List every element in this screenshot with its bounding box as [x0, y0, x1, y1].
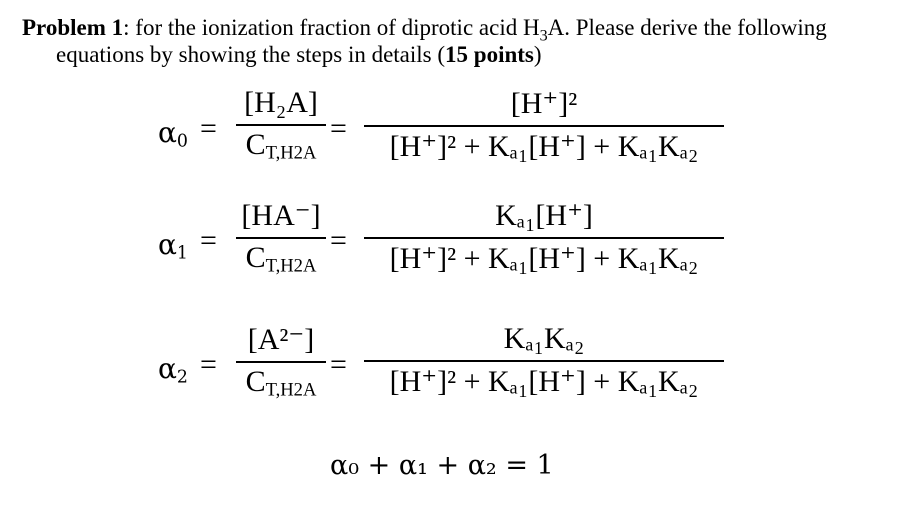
fraction-numerator: [H₂A] — [244, 86, 318, 119]
fraction-numerator: [A²⁻] — [247, 323, 315, 356]
problem-points: 15 points — [445, 42, 534, 67]
problem-intro-rest: A. Please derive the following — [547, 15, 827, 40]
equation-alpha-1 — [158, 198, 758, 294]
fraction-concentration — [236, 86, 326, 165]
problem-intro: : for the ionization fraction of diprotic acid H — [123, 15, 540, 40]
problem-label: Problem 1 — [22, 15, 124, 40]
equals-sign: = — [200, 224, 217, 257]
fraction-concentration — [236, 198, 326, 278]
equals-sign: = — [200, 348, 217, 381]
fraction-bar — [236, 237, 326, 239]
fraction-denominator: [H⁺]² + Kₐ₁[H⁺] + Kₐ₁Kₐ₂ — [389, 130, 699, 163]
problem-line2-suffix: ) — [533, 42, 542, 67]
problem-line-2 — [22, 41, 892, 68]
equation-alpha-0 — [158, 86, 758, 182]
fraction-bar — [364, 237, 724, 239]
fraction-bar — [364, 360, 724, 362]
equation-lhs: α1 — [158, 228, 188, 264]
equals-sign: = — [200, 112, 217, 145]
fraction-denominator: [H⁺]² + Kₐ₁[H⁺] + Kₐ₁Kₐ₂ — [389, 365, 699, 398]
equals-sign: = — [330, 348, 347, 381]
species-subscript: 3 — [539, 27, 548, 45]
problem-statement — [22, 14, 892, 68]
fraction-numerator: [HA⁻] — [241, 199, 321, 232]
problem-line-1 — [22, 14, 892, 45]
fraction-numerator: Kₐ₁[H⁺] — [495, 199, 593, 232]
equals-sign: = — [330, 224, 347, 257]
fraction-denominator: CT,H2A — [245, 128, 317, 164]
equation-lhs: α2 — [158, 352, 188, 388]
fraction-numerator: Kₐ₁Kₐ₂ — [503, 322, 585, 355]
fraction-denominator: [H⁺]² + Kₐ₁[H⁺] + Kₐ₁Kₐ₂ — [389, 242, 699, 275]
fraction-bar — [236, 124, 326, 126]
equals-sign: = — [330, 112, 347, 145]
sum-equation: α₀ + α₁ + α₂ = 1 — [330, 450, 554, 481]
fraction-equilibrium — [364, 198, 724, 276]
equation-alpha-2 — [158, 322, 758, 418]
problem-line2-prefix: equations by showing the steps in details ( — [56, 42, 446, 67]
fraction-equilibrium — [364, 322, 724, 399]
fraction-equilibrium — [364, 86, 724, 164]
fraction-denominator: CT,H2A — [245, 365, 317, 401]
fraction-denominator: CT,H2A — [245, 241, 317, 277]
equation-lhs: α0 — [158, 116, 188, 152]
fraction-concentration — [236, 322, 326, 402]
fraction-numerator: [H⁺]² — [510, 87, 578, 120]
fraction-bar — [364, 125, 724, 127]
fraction-bar — [236, 361, 326, 363]
